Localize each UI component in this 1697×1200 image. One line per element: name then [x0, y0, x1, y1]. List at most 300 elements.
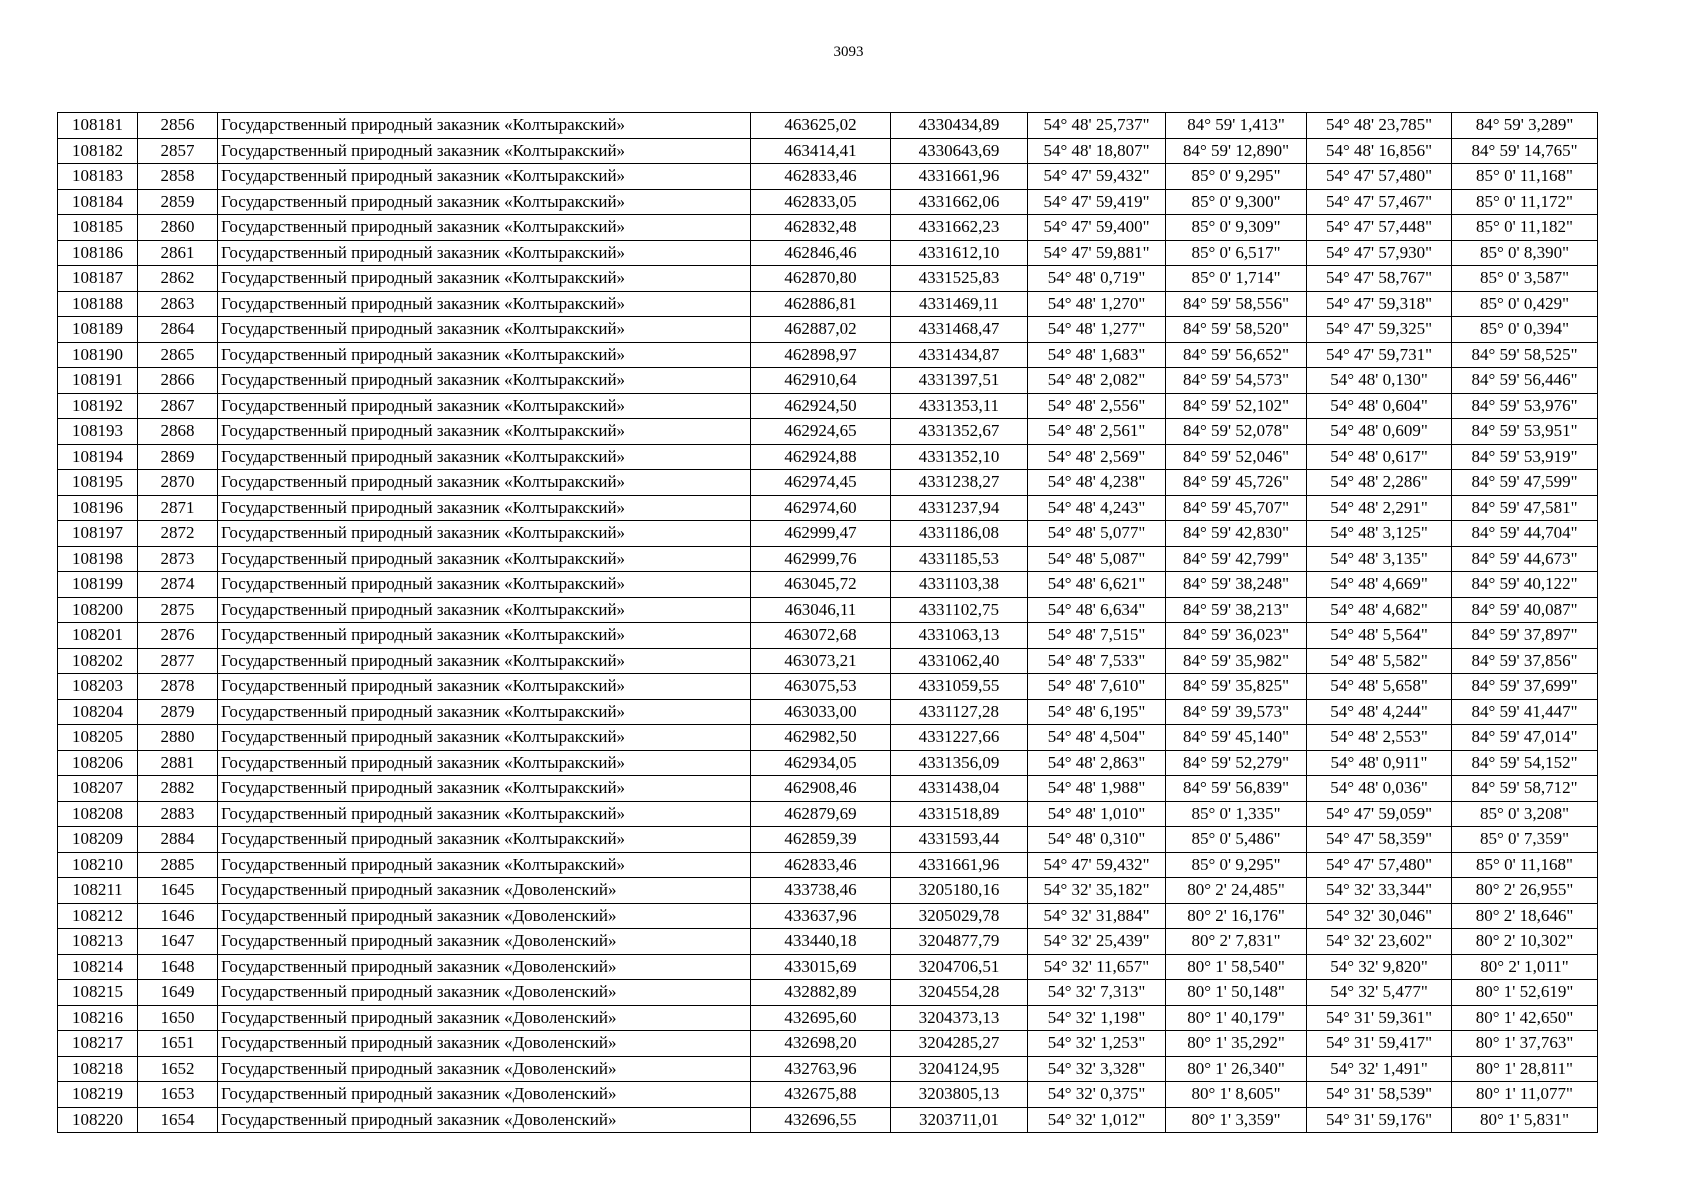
y-coordinate-cell: 4331103,38 [891, 572, 1028, 598]
latitude-a-cell: 54° 32' 3,328" [1028, 1056, 1166, 1082]
y-coordinate-cell: 4331397,51 [891, 368, 1028, 394]
row-number-cell: 108183 [58, 164, 138, 190]
x-coordinate-cell: 462833,05 [751, 189, 891, 215]
reserve-name-cell: Государственный природный заказник «Колтыракский» [218, 240, 751, 266]
latitude-b-cell: 54° 32' 23,602" [1307, 929, 1452, 955]
latitude-a-cell: 54° 48' 1,270" [1028, 291, 1166, 317]
latitude-a-cell: 54° 48' 1,277" [1028, 317, 1166, 343]
reserve-name-cell: Государственный природный заказник «Доволенский» [218, 954, 751, 980]
reserve-name-cell: Государственный природный заказник «Колтыракский» [218, 444, 751, 470]
latitude-b-cell: 54° 48' 5,564" [1307, 623, 1452, 649]
table-row [58, 240, 1598, 266]
latitude-b-cell: 54° 47' 57,930" [1307, 240, 1452, 266]
reserve-name-cell: Государственный природный заказник «Колтыракский» [218, 852, 751, 878]
row-number-cell: 108215 [58, 980, 138, 1006]
y-coordinate-cell: 4331185,53 [891, 546, 1028, 572]
latitude-b-cell: 54° 32' 1,491" [1307, 1056, 1452, 1082]
x-coordinate-cell: 462833,46 [751, 852, 891, 878]
x-coordinate-cell: 462999,76 [751, 546, 891, 572]
longitude-a-cell: 84° 59' 56,652" [1166, 342, 1307, 368]
y-coordinate-cell: 3203805,13 [891, 1082, 1028, 1108]
longitude-a-cell: 85° 0' 1,335" [1166, 801, 1307, 827]
table-row [58, 317, 1598, 343]
y-coordinate-cell: 4331352,10 [891, 444, 1028, 470]
longitude-a-cell: 84° 59' 45,726" [1166, 470, 1307, 496]
y-coordinate-cell: 3205180,16 [891, 878, 1028, 904]
latitude-b-cell: 54° 48' 0,609" [1307, 419, 1452, 445]
row-number-cell: 108186 [58, 240, 138, 266]
point-number-cell: 1651 [138, 1031, 218, 1057]
latitude-a-cell: 54° 48' 2,561" [1028, 419, 1166, 445]
point-number-cell: 2878 [138, 674, 218, 700]
row-number-cell: 108187 [58, 266, 138, 292]
x-coordinate-cell: 462934,05 [751, 750, 891, 776]
longitude-a-cell: 80° 2' 24,485" [1166, 878, 1307, 904]
longitude-b-cell: 84° 59' 3,289" [1452, 113, 1598, 139]
latitude-b-cell: 54° 31' 58,539" [1307, 1082, 1452, 1108]
latitude-b-cell: 54° 47' 59,059" [1307, 801, 1452, 827]
longitude-b-cell: 84° 59' 41,447" [1452, 699, 1598, 725]
table-row [58, 138, 1598, 164]
row-number-cell: 108210 [58, 852, 138, 878]
point-number-cell: 2860 [138, 215, 218, 241]
table-row [58, 189, 1598, 215]
longitude-a-cell: 84° 59' 58,520" [1166, 317, 1307, 343]
row-number-cell: 108200 [58, 597, 138, 623]
latitude-a-cell: 54° 32' 11,657" [1028, 954, 1166, 980]
point-number-cell: 2875 [138, 597, 218, 623]
table-row [58, 546, 1598, 572]
longitude-b-cell: 84° 59' 47,014" [1452, 725, 1598, 751]
longitude-a-cell: 80° 1' 35,292" [1166, 1031, 1307, 1057]
point-number-cell: 1652 [138, 1056, 218, 1082]
latitude-b-cell: 54° 47' 57,448" [1307, 215, 1452, 241]
latitude-a-cell: 54° 48' 5,077" [1028, 521, 1166, 547]
latitude-b-cell: 54° 47' 58,767" [1307, 266, 1452, 292]
table-row [58, 470, 1598, 496]
reserve-name-cell: Государственный природный заказник «Колтыракский» [218, 750, 751, 776]
x-coordinate-cell: 463625,02 [751, 113, 891, 139]
table-row [58, 419, 1598, 445]
longitude-b-cell: 85° 0' 7,359" [1452, 827, 1598, 853]
longitude-b-cell: 80° 2' 1,011" [1452, 954, 1598, 980]
latitude-a-cell: 54° 47' 59,400" [1028, 215, 1166, 241]
longitude-b-cell: 84° 59' 47,599" [1452, 470, 1598, 496]
x-coordinate-cell: 462887,02 [751, 317, 891, 343]
point-number-cell: 1654 [138, 1107, 218, 1133]
latitude-b-cell: 54° 48' 5,582" [1307, 648, 1452, 674]
longitude-b-cell: 80° 1' 11,077" [1452, 1082, 1598, 1108]
latitude-b-cell: 54° 32' 33,344" [1307, 878, 1452, 904]
x-coordinate-cell: 462924,50 [751, 393, 891, 419]
table-row [58, 164, 1598, 190]
longitude-b-cell: 80° 2' 18,646" [1452, 903, 1598, 929]
point-number-cell: 2884 [138, 827, 218, 853]
x-coordinate-cell: 462908,46 [751, 776, 891, 802]
latitude-a-cell: 54° 47' 59,881" [1028, 240, 1166, 266]
table-row [58, 444, 1598, 470]
row-number-cell: 108199 [58, 572, 138, 598]
latitude-b-cell: 54° 31' 59,176" [1307, 1107, 1452, 1133]
table-row [58, 597, 1598, 623]
x-coordinate-cell: 432698,20 [751, 1031, 891, 1057]
row-number-cell: 108212 [58, 903, 138, 929]
longitude-b-cell: 85° 0' 11,168" [1452, 852, 1598, 878]
point-number-cell: 2883 [138, 801, 218, 827]
longitude-a-cell: 80° 1' 26,340" [1166, 1056, 1307, 1082]
latitude-a-cell: 54° 32' 25,439" [1028, 929, 1166, 955]
latitude-a-cell: 54° 48' 2,082" [1028, 368, 1166, 394]
reserve-name-cell: Государственный природный заказник «Колтыракский» [218, 699, 751, 725]
longitude-b-cell: 84° 59' 40,087" [1452, 597, 1598, 623]
x-coordinate-cell: 432675,88 [751, 1082, 891, 1108]
point-number-cell: 2880 [138, 725, 218, 751]
reserve-name-cell: Государственный природный заказник «Колтыракский» [218, 572, 751, 598]
longitude-b-cell: 84° 59' 14,765" [1452, 138, 1598, 164]
y-coordinate-cell: 4330434,89 [891, 113, 1028, 139]
table-row [58, 776, 1598, 802]
y-coordinate-cell: 4331352,67 [891, 419, 1028, 445]
latitude-b-cell: 54° 32' 30,046" [1307, 903, 1452, 929]
point-number-cell: 2877 [138, 648, 218, 674]
longitude-b-cell: 85° 0' 11,168" [1452, 164, 1598, 190]
point-number-cell: 2868 [138, 419, 218, 445]
x-coordinate-cell: 432882,89 [751, 980, 891, 1006]
latitude-b-cell: 54° 32' 9,820" [1307, 954, 1452, 980]
x-coordinate-cell: 463033,00 [751, 699, 891, 725]
table-row [58, 827, 1598, 853]
table-row [58, 1056, 1598, 1082]
row-number-cell: 108193 [58, 419, 138, 445]
row-number-cell: 108192 [58, 393, 138, 419]
reserve-name-cell: Государственный природный заказник «Доволенский» [218, 1082, 751, 1108]
reserve-name-cell: Государственный природный заказник «Колтыракский» [218, 470, 751, 496]
y-coordinate-cell: 4331238,27 [891, 470, 1028, 496]
longitude-b-cell: 80° 2' 26,955" [1452, 878, 1598, 904]
row-number-cell: 108209 [58, 827, 138, 853]
reserve-name-cell: Государственный природный заказник «Колтыракский» [218, 189, 751, 215]
y-coordinate-cell: 4331661,96 [891, 164, 1028, 190]
row-number-cell: 108208 [58, 801, 138, 827]
latitude-a-cell: 54° 32' 31,884" [1028, 903, 1166, 929]
latitude-b-cell: 54° 48' 16,856" [1307, 138, 1452, 164]
latitude-b-cell: 54° 48' 0,036" [1307, 776, 1452, 802]
y-coordinate-cell: 4331662,06 [891, 189, 1028, 215]
y-coordinate-cell: 4331434,87 [891, 342, 1028, 368]
point-number-cell: 2863 [138, 291, 218, 317]
latitude-a-cell: 54° 48' 18,807" [1028, 138, 1166, 164]
longitude-a-cell: 84° 59' 45,707" [1166, 495, 1307, 521]
reserve-name-cell: Государственный природный заказник «Колтыракский» [218, 317, 751, 343]
reserve-name-cell: Государственный природный заказник «Колтыракский» [218, 648, 751, 674]
y-coordinate-cell: 4331237,94 [891, 495, 1028, 521]
table-row [58, 521, 1598, 547]
longitude-b-cell: 84° 59' 44,704" [1452, 521, 1598, 547]
y-coordinate-cell: 4331127,28 [891, 699, 1028, 725]
longitude-a-cell: 84° 59' 52,078" [1166, 419, 1307, 445]
latitude-b-cell: 54° 48' 23,785" [1307, 113, 1452, 139]
x-coordinate-cell: 432696,55 [751, 1107, 891, 1133]
longitude-b-cell: 84° 59' 37,897" [1452, 623, 1598, 649]
row-number-cell: 108214 [58, 954, 138, 980]
x-coordinate-cell: 462833,46 [751, 164, 891, 190]
row-number-cell: 108191 [58, 368, 138, 394]
table-body [58, 113, 1598, 1133]
point-number-cell: 2865 [138, 342, 218, 368]
latitude-a-cell: 54° 48' 7,610" [1028, 674, 1166, 700]
y-coordinate-cell: 3204554,28 [891, 980, 1028, 1006]
reserve-name-cell: Государственный природный заказник «Колтыракский» [218, 725, 751, 751]
longitude-b-cell: 80° 1' 28,811" [1452, 1056, 1598, 1082]
reserve-name-cell: Государственный природный заказник «Доволенский» [218, 878, 751, 904]
point-number-cell: 2859 [138, 189, 218, 215]
row-number-cell: 108194 [58, 444, 138, 470]
latitude-b-cell: 54° 48' 2,553" [1307, 725, 1452, 751]
table-row [58, 954, 1598, 980]
longitude-b-cell: 85° 0' 8,390" [1452, 240, 1598, 266]
x-coordinate-cell: 462974,45 [751, 470, 891, 496]
point-number-cell: 1653 [138, 1082, 218, 1108]
row-number-cell: 108220 [58, 1107, 138, 1133]
x-coordinate-cell: 462898,97 [751, 342, 891, 368]
y-coordinate-cell: 4331438,04 [891, 776, 1028, 802]
reserve-name-cell: Государственный природный заказник «Колтыракский» [218, 597, 751, 623]
latitude-b-cell: 54° 48' 0,911" [1307, 750, 1452, 776]
longitude-b-cell: 85° 0' 3,208" [1452, 801, 1598, 827]
longitude-a-cell: 84° 59' 56,839" [1166, 776, 1307, 802]
longitude-a-cell: 84° 59' 38,213" [1166, 597, 1307, 623]
table-row [58, 1005, 1598, 1031]
table-row [58, 878, 1598, 904]
latitude-a-cell: 54° 32' 7,313" [1028, 980, 1166, 1006]
point-number-cell: 2857 [138, 138, 218, 164]
y-coordinate-cell: 4331593,44 [891, 827, 1028, 853]
row-number-cell: 108201 [58, 623, 138, 649]
longitude-b-cell: 85° 0' 11,172" [1452, 189, 1598, 215]
row-number-cell: 108181 [58, 113, 138, 139]
longitude-a-cell: 84° 59' 45,140" [1166, 725, 1307, 751]
longitude-a-cell: 84° 59' 12,890" [1166, 138, 1307, 164]
row-number-cell: 108217 [58, 1031, 138, 1057]
latitude-a-cell: 54° 48' 6,195" [1028, 699, 1166, 725]
longitude-b-cell: 85° 0' 0,429" [1452, 291, 1598, 317]
y-coordinate-cell: 4331062,40 [891, 648, 1028, 674]
row-number-cell: 108203 [58, 674, 138, 700]
x-coordinate-cell: 433015,69 [751, 954, 891, 980]
y-coordinate-cell: 3205029,78 [891, 903, 1028, 929]
row-number-cell: 108218 [58, 1056, 138, 1082]
reserve-name-cell: Государственный природный заказник «Колтыракский» [218, 776, 751, 802]
longitude-b-cell: 84° 59' 47,581" [1452, 495, 1598, 521]
y-coordinate-cell: 4331102,75 [891, 597, 1028, 623]
longitude-b-cell: 80° 1' 5,831" [1452, 1107, 1598, 1133]
table-row [58, 725, 1598, 751]
row-number-cell: 108207 [58, 776, 138, 802]
reserve-name-cell: Государственный природный заказник «Колтыракский» [218, 521, 751, 547]
longitude-b-cell: 84° 59' 53,976" [1452, 393, 1598, 419]
latitude-b-cell: 54° 48' 4,244" [1307, 699, 1452, 725]
longitude-a-cell: 84° 59' 42,830" [1166, 521, 1307, 547]
longitude-a-cell: 84° 59' 39,573" [1166, 699, 1307, 725]
latitude-a-cell: 54° 47' 59,419" [1028, 189, 1166, 215]
table-row [58, 572, 1598, 598]
latitude-b-cell: 54° 48' 2,291" [1307, 495, 1452, 521]
x-coordinate-cell: 463045,72 [751, 572, 891, 598]
page-number: 3093 [833, 44, 864, 60]
point-number-cell: 2866 [138, 368, 218, 394]
reserve-name-cell: Государственный природный заказник «Колтыракский» [218, 164, 751, 190]
longitude-b-cell: 85° 0' 3,587" [1452, 266, 1598, 292]
longitude-a-cell: 84° 59' 35,982" [1166, 648, 1307, 674]
longitude-a-cell: 84° 59' 54,573" [1166, 368, 1307, 394]
latitude-a-cell: 54° 48' 7,515" [1028, 623, 1166, 649]
x-coordinate-cell: 462924,88 [751, 444, 891, 470]
longitude-a-cell: 85° 0' 6,517" [1166, 240, 1307, 266]
longitude-a-cell: 85° 0' 9,309" [1166, 215, 1307, 241]
point-number-cell: 2885 [138, 852, 218, 878]
longitude-a-cell: 80° 1' 40,179" [1166, 1005, 1307, 1031]
reserve-name-cell: Государственный природный заказник «Колтыракский» [218, 546, 751, 572]
latitude-b-cell: 54° 47' 57,480" [1307, 164, 1452, 190]
table-row [58, 674, 1598, 700]
latitude-b-cell: 54° 31' 59,361" [1307, 1005, 1452, 1031]
longitude-b-cell: 84° 59' 56,446" [1452, 368, 1598, 394]
latitude-b-cell: 54° 47' 59,325" [1307, 317, 1452, 343]
point-number-cell: 2869 [138, 444, 218, 470]
latitude-a-cell: 54° 32' 0,375" [1028, 1082, 1166, 1108]
latitude-b-cell: 54° 48' 3,125" [1307, 521, 1452, 547]
latitude-a-cell: 54° 48' 4,238" [1028, 470, 1166, 496]
latitude-a-cell: 54° 48' 1,010" [1028, 801, 1166, 827]
table-row [58, 1031, 1598, 1057]
x-coordinate-cell: 462974,60 [751, 495, 891, 521]
longitude-b-cell: 85° 0' 0,394" [1452, 317, 1598, 343]
longitude-b-cell: 84° 59' 58,712" [1452, 776, 1598, 802]
y-coordinate-cell: 4331356,09 [891, 750, 1028, 776]
latitude-b-cell: 54° 48' 2,286" [1307, 470, 1452, 496]
point-number-cell: 2876 [138, 623, 218, 649]
latitude-b-cell: 54° 48' 5,658" [1307, 674, 1452, 700]
latitude-a-cell: 54° 48' 4,243" [1028, 495, 1166, 521]
table-row [58, 215, 1598, 241]
row-number-cell: 108219 [58, 1082, 138, 1108]
table-row [58, 368, 1598, 394]
longitude-b-cell: 84° 59' 54,152" [1452, 750, 1598, 776]
reserve-name-cell: Государственный природный заказник «Доволенский» [218, 929, 751, 955]
latitude-a-cell: 54° 48' 25,737" [1028, 113, 1166, 139]
y-coordinate-cell: 3204124,95 [891, 1056, 1028, 1082]
reserve-name-cell: Государственный природный заказник «Колтыракский» [218, 113, 751, 139]
reserve-name-cell: Государственный природный заказник «Колтыракский» [218, 291, 751, 317]
longitude-a-cell: 80° 2' 16,176" [1166, 903, 1307, 929]
latitude-a-cell: 54° 48' 6,634" [1028, 597, 1166, 623]
table-row [58, 393, 1598, 419]
latitude-a-cell: 54° 48' 2,556" [1028, 393, 1166, 419]
longitude-a-cell: 84° 59' 35,825" [1166, 674, 1307, 700]
longitude-a-cell: 85° 0' 1,714" [1166, 266, 1307, 292]
point-number-cell: 1648 [138, 954, 218, 980]
point-number-cell: 2879 [138, 699, 218, 725]
x-coordinate-cell: 462982,50 [751, 725, 891, 751]
coordinates-table [57, 112, 1598, 1133]
reserve-name-cell: Государственный природный заказник «Колтыракский» [218, 623, 751, 649]
y-coordinate-cell: 4331468,47 [891, 317, 1028, 343]
latitude-a-cell: 54° 48' 0,719" [1028, 266, 1166, 292]
latitude-b-cell: 54° 48' 0,130" [1307, 368, 1452, 394]
point-number-cell: 2881 [138, 750, 218, 776]
row-number-cell: 108196 [58, 495, 138, 521]
row-number-cell: 108216 [58, 1005, 138, 1031]
point-number-cell: 1645 [138, 878, 218, 904]
y-coordinate-cell: 4331353,11 [891, 393, 1028, 419]
reserve-name-cell: Государственный природный заказник «Колтыракский» [218, 368, 751, 394]
reserve-name-cell: Государственный природный заказник «Колтыракский» [218, 801, 751, 827]
table-row [58, 623, 1598, 649]
y-coordinate-cell: 4331661,96 [891, 852, 1028, 878]
x-coordinate-cell: 462999,47 [751, 521, 891, 547]
table-row [58, 801, 1598, 827]
table-row [58, 342, 1598, 368]
latitude-b-cell: 54° 48' 0,604" [1307, 393, 1452, 419]
y-coordinate-cell: 3204285,27 [891, 1031, 1028, 1057]
point-number-cell: 2873 [138, 546, 218, 572]
longitude-b-cell: 84° 59' 44,673" [1452, 546, 1598, 572]
point-number-cell: 2874 [138, 572, 218, 598]
latitude-b-cell: 54° 48' 4,682" [1307, 597, 1452, 623]
x-coordinate-cell: 462870,80 [751, 266, 891, 292]
reserve-name-cell: Государственный природный заказник «Колтыракский» [218, 419, 751, 445]
longitude-a-cell: 85° 0' 9,300" [1166, 189, 1307, 215]
x-coordinate-cell: 462846,46 [751, 240, 891, 266]
latitude-a-cell: 54° 48' 7,533" [1028, 648, 1166, 674]
latitude-b-cell: 54° 47' 57,480" [1307, 852, 1452, 878]
x-coordinate-cell: 463414,41 [751, 138, 891, 164]
latitude-b-cell: 54° 47' 57,467" [1307, 189, 1452, 215]
x-coordinate-cell: 463046,11 [751, 597, 891, 623]
table-row [58, 750, 1598, 776]
longitude-b-cell: 84° 59' 58,525" [1452, 342, 1598, 368]
latitude-b-cell: 54° 47' 58,359" [1307, 827, 1452, 853]
table-row [58, 852, 1598, 878]
x-coordinate-cell: 432695,60 [751, 1005, 891, 1031]
x-coordinate-cell: 463073,21 [751, 648, 891, 674]
table-row [58, 291, 1598, 317]
latitude-a-cell: 54° 48' 2,569" [1028, 444, 1166, 470]
reserve-name-cell: Государственный природный заказник «Доволенский» [218, 1031, 751, 1057]
row-number-cell: 108195 [58, 470, 138, 496]
longitude-a-cell: 80° 1' 8,605" [1166, 1082, 1307, 1108]
y-coordinate-cell: 3204706,51 [891, 954, 1028, 980]
latitude-a-cell: 54° 32' 35,182" [1028, 878, 1166, 904]
row-number-cell: 108184 [58, 189, 138, 215]
row-number-cell: 108204 [58, 699, 138, 725]
row-number-cell: 108213 [58, 929, 138, 955]
x-coordinate-cell: 463075,53 [751, 674, 891, 700]
point-number-cell: 1647 [138, 929, 218, 955]
point-number-cell: 2861 [138, 240, 218, 266]
longitude-a-cell: 84° 59' 36,023" [1166, 623, 1307, 649]
y-coordinate-cell: 4331662,23 [891, 215, 1028, 241]
row-number-cell: 108202 [58, 648, 138, 674]
y-coordinate-cell: 4331227,66 [891, 725, 1028, 751]
point-number-cell: 2870 [138, 470, 218, 496]
point-number-cell: 2856 [138, 113, 218, 139]
longitude-a-cell: 84° 59' 52,279" [1166, 750, 1307, 776]
longitude-a-cell: 85° 0' 9,295" [1166, 164, 1307, 190]
longitude-b-cell: 84° 59' 37,856" [1452, 648, 1598, 674]
latitude-a-cell: 54° 48' 0,310" [1028, 827, 1166, 853]
latitude-a-cell: 54° 48' 6,621" [1028, 572, 1166, 598]
